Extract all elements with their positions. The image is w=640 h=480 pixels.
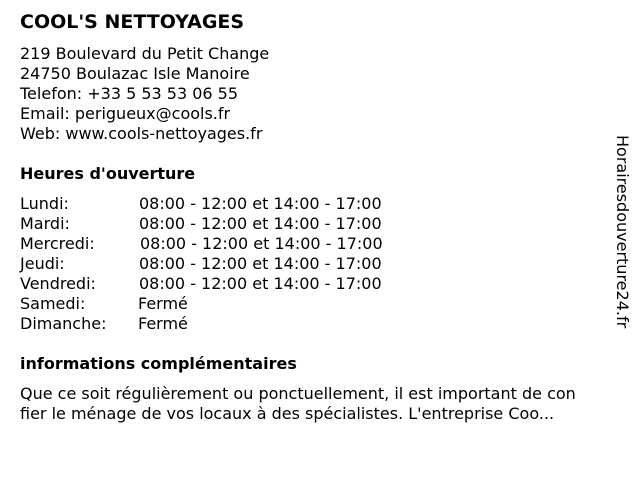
day-label: Vendredi: [20, 274, 96, 293]
phone-number: Telefon: +33 5 53 53 06 55 [20, 84, 239, 103]
hours-row-friday [20, 274, 440, 294]
opening-hours-table [20, 194, 440, 334]
hours-row-sunday [20, 314, 440, 334]
time-range: Fermé [138, 294, 188, 313]
time-range: 08:00 - 12:00 et 14:00 - 17:00 [139, 194, 382, 213]
hours-row-wednesday [20, 234, 440, 254]
day-label: Jeudi: [20, 254, 65, 273]
day-label: Mercredi: [20, 234, 95, 253]
hours-row-thursday [20, 254, 440, 274]
contact-block [20, 44, 269, 144]
email-address: Email: perigueux@cools.fr [20, 104, 231, 123]
day-label: Lundi: [20, 194, 69, 213]
address-street: 219 Boulevard du Petit Change [20, 44, 270, 63]
info-line: Que ce soit régulièrement ou ponctuellement, il est important de con [20, 384, 576, 403]
info-line: fier le ménage de vos locaux à des spécialistes. L'entreprise Coo... [20, 404, 555, 423]
watermark-text: Horairesdouverture24.fr [613, 135, 632, 329]
opening-hours-heading: Heures d'ouverture [20, 164, 196, 183]
website: Web: www.cools-nettoyages.fr [20, 124, 263, 143]
time-range: 08:00 - 12:00 et 14:00 - 17:00 [140, 234, 383, 253]
time-range: 08:00 - 12:00 et 14:00 - 17:00 [139, 254, 382, 273]
time-range: 08:00 - 12:00 et 14:00 - 17:00 [139, 214, 382, 233]
additional-info-text [20, 384, 620, 424]
day-label: Dimanche: [20, 314, 107, 333]
day-label: Mardi: [20, 214, 70, 233]
time-range: Fermé [138, 314, 188, 333]
business-name: COOL'S NETTOYAGES [20, 11, 245, 33]
additional-info-heading: informations complémentaires [20, 354, 297, 373]
day-label: Samedi: [20, 294, 86, 313]
address-city: 24750 Boulazac Isle Manoire [20, 64, 250, 83]
hours-row-monday [20, 194, 440, 214]
hours-row-saturday [20, 294, 440, 314]
hours-row-tuesday [20, 214, 440, 234]
time-range: 08:00 - 12:00 et 14:00 - 17:00 [139, 274, 382, 293]
site-watermark [610, 135, 634, 345]
